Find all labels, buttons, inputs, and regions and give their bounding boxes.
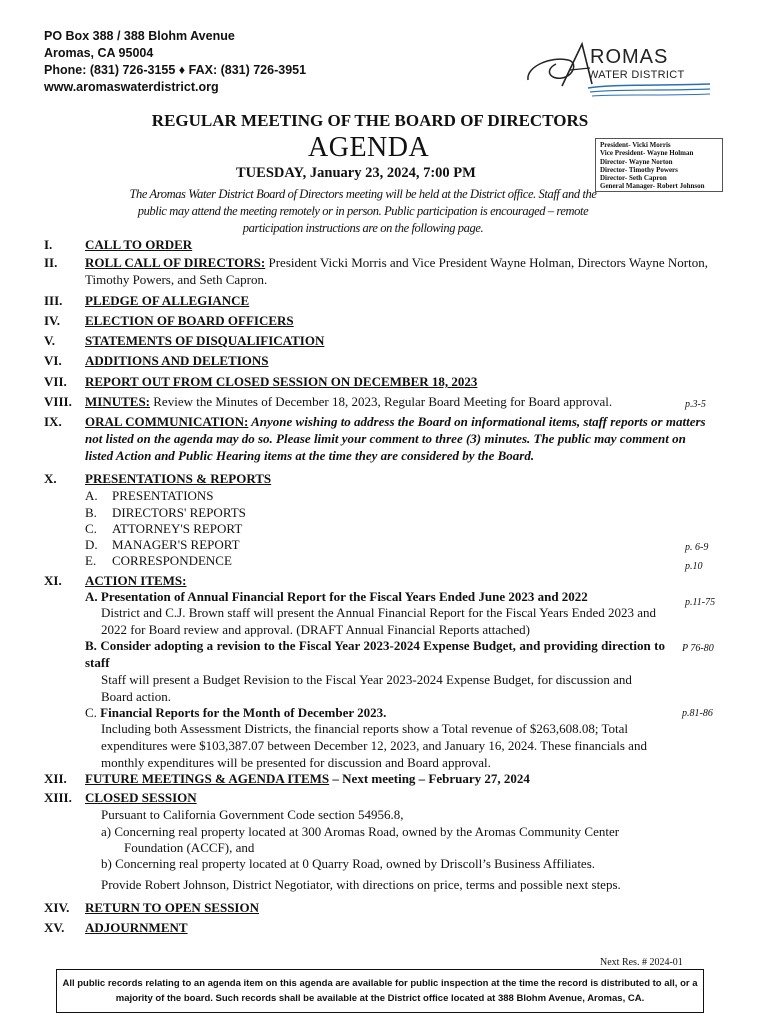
item-number: XV. xyxy=(44,920,65,935)
item-text: President Vicki Morris and Vice President Wayne Holman, Directors Wayne Norton, Timothy Powers, and Seth Capron. xyxy=(85,255,708,287)
item-number: XIV. xyxy=(44,900,70,915)
page-reference: p.3-5 xyxy=(685,399,706,410)
closed-session-a: a) Concerning real property located at 300 Aromas Road, owned by the Aromas Community Center xyxy=(101,824,620,839)
item-title: ADDITIONS AND DELETIONS xyxy=(85,353,269,368)
sub-text: MANAGER'S REPORT xyxy=(112,537,240,552)
address-line: PO Box 388 / 388 Blohm Avenue xyxy=(44,29,235,43)
board-member: Director- Wayne Norton xyxy=(600,157,673,166)
item-number: XIII. xyxy=(44,790,72,805)
item-title: REPORT OUT FROM CLOSED SESSION ON DECEMBER 18, 2023 xyxy=(85,374,478,389)
item-title: CLOSED SESSION xyxy=(85,790,197,805)
board-members-box xyxy=(595,138,723,192)
item-text: – Next meeting – February 27, 2024 xyxy=(329,771,530,786)
sub-text: ATTORNEY'S REPORT xyxy=(112,521,243,536)
sub-text: CORRESPONDENCE xyxy=(112,553,232,568)
board-member: Director- Seth Capron xyxy=(600,174,667,183)
sub-text: PRESENTATIONS xyxy=(112,488,214,503)
item-title: ORAL COMMUNICATION: xyxy=(85,414,249,429)
item-number: II. xyxy=(44,255,58,270)
item-number: I. xyxy=(44,237,53,252)
item-text: Review the Minutes of December 18, 2023, Regular Board Meeting for Board approval. xyxy=(150,394,613,409)
next-resolution-number: Next Res. # 2024-01 xyxy=(600,957,683,968)
sub-label: A. xyxy=(85,488,98,503)
board-member: General Manager- Robert Johnson xyxy=(600,182,705,191)
page-reference: p. 6-9 xyxy=(685,542,709,553)
sub-label: E. xyxy=(85,553,97,568)
page-reference: p.10 xyxy=(685,561,703,572)
board-member: President- Vicki Morris xyxy=(600,141,671,149)
sub-label: C. xyxy=(85,521,97,536)
page-reference: P 76-80 xyxy=(682,643,714,654)
address-line: Phone: (831) 726-3155 ♦ FAX: (831) 726-3951 xyxy=(44,63,307,77)
item-number: VI. xyxy=(44,353,62,368)
item-number: IX. xyxy=(44,414,62,429)
sub-item-b xyxy=(85,504,246,521)
item-title: PRESENTATIONS & REPORTS xyxy=(85,471,272,486)
page-reference: p.81-86 xyxy=(682,708,713,719)
action-item-a-title: A. Presentation of Annual Financial Report for the Fiscal Years Ended June 2023 and 2022 xyxy=(85,589,588,604)
item-title: ADJOURNMENT xyxy=(85,920,188,935)
item-number: V. xyxy=(44,333,55,348)
sub-label: B. xyxy=(85,505,97,520)
sub-item-a xyxy=(85,487,214,504)
item-number: XI. xyxy=(44,573,62,588)
logo-text-sub: WATER DISTRICT xyxy=(588,69,685,81)
item-title: ACTION ITEMS: xyxy=(85,573,187,588)
sub-text: Financial Reports for the Month of December 2023. xyxy=(100,705,387,720)
item-title: MINUTES: xyxy=(85,394,151,409)
meeting-intro: The Aromas Water District Board of Directors meeting will be held at the District office. Staff and the public may attend the meeting remotely or in person. Public participation is encouraged – remote participation instructions are on the following page. xyxy=(129,187,597,235)
district-logo xyxy=(522,40,712,100)
page-reference: p.11-75 xyxy=(685,597,716,608)
sub-item-d xyxy=(85,536,240,553)
sub-item-c xyxy=(85,520,243,537)
action-item-c-title xyxy=(85,704,675,721)
closed-session-b: b) Concerning real property located at 0 Quarry Road, owned by Driscoll’s Business Affiliates. xyxy=(101,856,596,871)
item-number: IV. xyxy=(44,313,61,328)
item-title: FUTURE MEETINGS & AGENDA ITEMS xyxy=(85,771,330,786)
action-item-b-text: Staff will present a Budget Revision to the Fiscal Year 2023-2024 Expense Budget, for discussion and Board action. xyxy=(101,672,632,704)
address-line: Aromas, CA 95004 xyxy=(44,46,154,60)
item-text: Anyone wishing to address the Board on informational items, staff reports or matters not listed on the agenda may do so. Please limit your comment to three (3) minutes. The public may comment on listed Action and Public Hearing items at the time they are considered by the Board. xyxy=(85,414,706,463)
item-title: PLEDGE OF ALLEGIANCE xyxy=(85,293,250,308)
item-number: X. xyxy=(44,471,57,486)
item-number: III. xyxy=(44,293,63,308)
closed-session-provide: Provide Robert Johnson, District Negotiator, with directions on price, terms and possible next steps. xyxy=(101,877,621,892)
sub-item-e xyxy=(85,552,232,569)
sub-text: DIRECTORS' REPORTS xyxy=(112,505,246,520)
action-item-c-text: Including both Assessment Districts, the financial reports show a Total revenue of $263,608.08; Total expenditures were $103,387.07 between December 12, 2023, and January 16, 2024. These financials and monthly expenditures will be presented for discussion and Board approval. xyxy=(101,721,647,770)
agenda-heading: AGENDA xyxy=(308,132,430,163)
sub-label: C. xyxy=(85,705,97,720)
item-number: XII. xyxy=(44,771,67,786)
item-title: RETURN TO OPEN SESSION xyxy=(85,900,259,915)
public-records-notice: All public records relating to an agenda item on this agenda are available for public inspection at the time the record is distributed to all, or a majority of the board. Such records shall be available at the District office located at 388 Blohm Avenue, Aromas, CA. xyxy=(56,969,704,1013)
closed-session-intro: Pursuant to California Government Code section 54956.8, xyxy=(101,807,404,822)
sub-label: D. xyxy=(85,537,98,552)
meeting-title: REGULAR MEETING OF THE BOARD OF DIRECTORS xyxy=(151,111,589,130)
item-title: ELECTION OF BOARD OFFICERS xyxy=(85,313,294,328)
item-title: STATEMENTS OF DISQUALIFICATION xyxy=(85,333,325,348)
closed-session-a-cont: Foundation (ACCF), and xyxy=(124,840,255,855)
item-title: ROLL CALL OF DIRECTORS: xyxy=(85,255,266,270)
board-member: Director- Timothy Powers xyxy=(600,165,678,174)
board-member: Vice President- Wayne Holman xyxy=(600,149,694,158)
address-line: www.aromaswaterdistrict.org xyxy=(44,80,219,94)
item-number: VIII. xyxy=(44,394,72,409)
item-title: CALL TO ORDER xyxy=(85,237,193,252)
action-item-b-title: B. Consider adopting a revision to the Fiscal Year 2023-2024 Expense Budget, and providing direction to staff xyxy=(85,638,665,670)
item-number: VII. xyxy=(44,374,67,389)
meeting-date: TUESDAY, January 23, 2024, 7:00 PM xyxy=(236,165,476,181)
district-address xyxy=(44,28,306,96)
logo-text-main: ROMAS xyxy=(590,46,669,68)
action-item-a-text: District and C.J. Brown staff will present the Annual Financial Report for the Fiscal Years Ended 2023 and 2022 for Board review and approval. (DRAFT Annual Financial Reports attached) xyxy=(101,605,657,637)
